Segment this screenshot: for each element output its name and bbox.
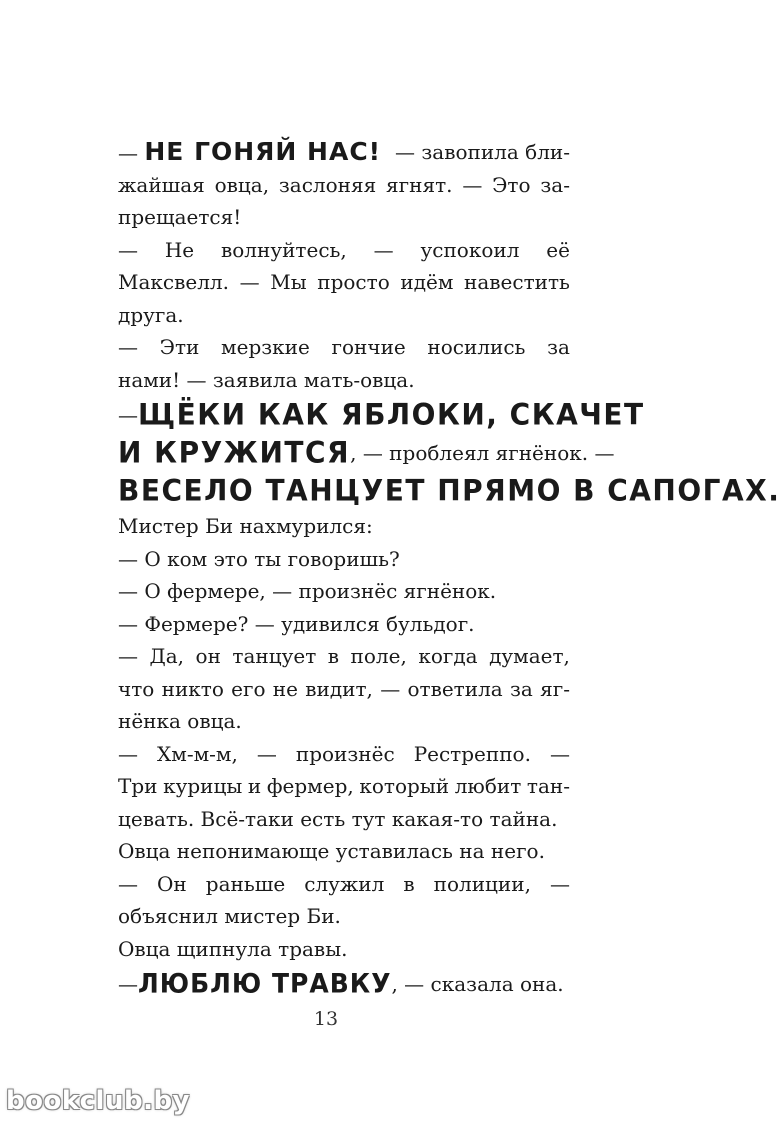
handwritten-phrase: ЩЁКИ КАК ЯБЛОКИ, СКАЧЕТ — [138, 397, 645, 432]
text-line — [118, 434, 615, 472]
text-line: — Хм-м-м, — произнёс Рестреппо. — — [118, 741, 570, 766]
text-line: — Он раньше служил в полиции, — — [118, 871, 570, 896]
text-line: — ЛЮБЛЮ ТРАВКУ , — сказала она. — [118, 965, 570, 1003]
text-line: нёнка овца. — [118, 709, 242, 733]
text-line: — О фермере, — произнёс ягнёнок. — [118, 579, 497, 603]
text-line: объяснил мистер Би. — [118, 904, 341, 928]
text-line: прещается! — [118, 205, 242, 229]
watermark: bookclub.by — [6, 1086, 191, 1116]
page-number: 13 — [313, 1008, 339, 1030]
text-line: нами! — заявила мать-овца. — [118, 367, 415, 392]
text-line: Овца непонимающе уставилась на него. — [118, 839, 545, 863]
text-segment: — завопила бли- — [395, 140, 570, 164]
text-line: Три курицы и фермер, который любит тан- — [118, 774, 570, 798]
text-segment: , — сказала она. — [391, 972, 564, 996]
text-line: — Не волнуйтесь, — успокоил её — [118, 237, 570, 262]
text-line: друга. — [118, 302, 184, 327]
text-line: — Да, он танцует в поле, когда думает, — [118, 644, 570, 668]
text-line: — ЩЁКИ КАК ЯБЛОКИ, СКАЧЕТ — [118, 396, 570, 434]
text-line — [118, 472, 780, 510]
handwritten-phrase: НЕ ГОНЯЙ НАС! — [144, 136, 382, 166]
text-line: Мистер Би нахмурился: — [118, 514, 373, 538]
handwritten-phrase: ЛЮБЛЮ ТРАВКУ — [138, 968, 392, 999]
text-segment: , — проблеял ягнёнок. — — [350, 441, 615, 465]
text-line: — НЕ ГОНЯЙ НАС! — завопила бли- — [118, 136, 570, 169]
text-line: цевать. Всё-таки есть тут какая-то тайна. — [118, 806, 558, 831]
text-line: — Эти мерзкие гончие носились за — [118, 335, 570, 359]
handwritten-phrase: ВЕСЕЛО ТАНЦУЕТ ПРЯМО В САПОГАХ. — [118, 473, 780, 508]
handwritten-phrase: И КРУЖИТСЯ — [118, 435, 351, 470]
page-text — [118, 136, 780, 1003]
text-line: жайшая овца, заслоняя ягнят. — Это за- — [118, 172, 570, 197]
text-line: — О ком это ты говоришь? — [118, 546, 400, 571]
text-line: Овца щипнула травы. — [118, 936, 348, 961]
text-line: — Фермере? — удивился бульдог. — [118, 611, 475, 636]
text-line: Максвелл. — Мы просто идём навестить — [118, 270, 570, 294]
text-line: что никто его не видит, — ответила за яг- — [118, 676, 570, 701]
